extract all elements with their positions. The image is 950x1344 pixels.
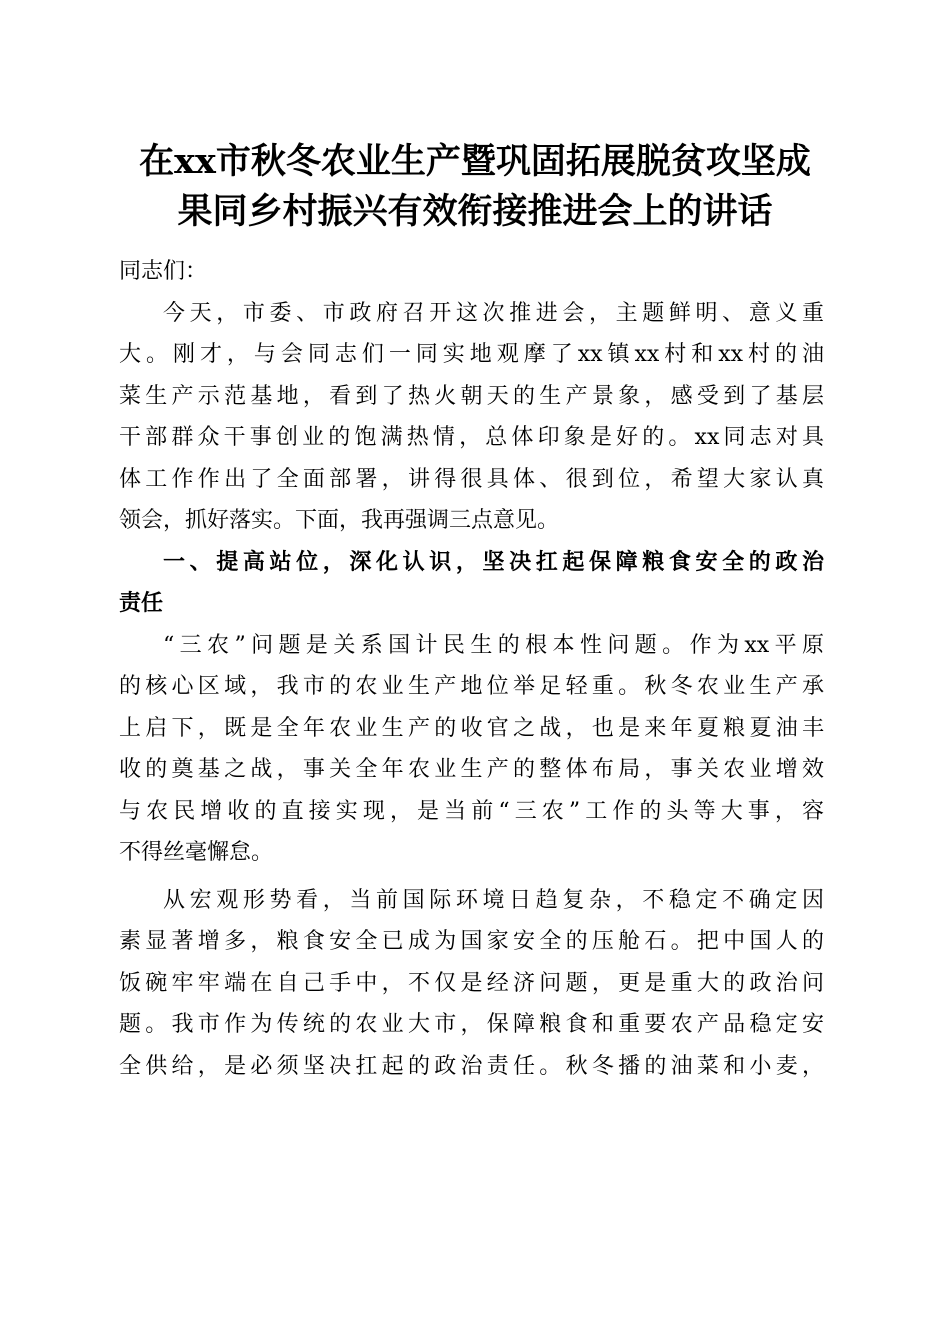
document-title (60, 137, 890, 237)
title-line: 果同乡村振兴有效衔接推进会上的讲话 (177, 191, 773, 232)
text-line: 干部群众干事创业的饱满热情，总体印象是好的。xx同志对具 (119, 425, 824, 450)
text-line: 菜生产示范基地，看到了热火朝天的生产景象，感受到了基层 (119, 383, 824, 409)
paragraph-sannong (119, 625, 824, 874)
text-line: 大。刚才，与会同志们一同实地观摩了xx镇xx村和xx村的油 (119, 342, 824, 367)
text-line: 不得丝毫懈怠。 (119, 840, 274, 865)
text-line: 体工作作出了全面部署，讲得很具体、很到位，希望大家认真 (119, 466, 824, 492)
heading-line: 一、提高站位，深化认识，坚决扛起保障粮食安全的政治 (163, 549, 824, 575)
text-line: 领会，抓好落实。下面，我再强调三点意见。 (119, 508, 560, 533)
document-body (119, 251, 824, 1087)
text-line: 收的奠基之战，事关全年农业生产的整体布局，事关农业增效 (119, 757, 824, 782)
title-line: 在xx市秋冬农业生产暨巩固拓展脱贫攻坚成 (139, 141, 811, 182)
heading-line: 责任 (119, 591, 164, 616)
text-line: 上启下，既是全年农业生产的收官之战，也是来年夏粮夏油丰 (119, 715, 824, 741)
paragraph-intro (119, 293, 824, 542)
text-line: 素显著增多，粮食安全已成为国家安全的压舱石。把中国人的 (119, 929, 824, 954)
text-line: 从宏观形势看，当前国际环境日趋复杂，不稳定不确定因 (163, 887, 824, 913)
text-line: 题。我市作为传统的农业大市，保障粮食和重要农产品稳定安 (119, 1012, 824, 1037)
paragraph-macro (119, 880, 824, 1088)
text-line: 饭碗牢牢端在自己手中，不仅是经济问题，更是重大的政治问 (119, 970, 824, 996)
text-line: 今天，市委、市政府召开这次推进会，主题鲜明、意义重 (163, 300, 824, 326)
salutation: 同志们： (119, 259, 208, 284)
text-line: “三农”问题是关系国计民生的根本性问题。作为xx平原 (163, 632, 824, 658)
text-line: 全供给，是必须坚决扛起的政治责任。秋冬播的油菜和小麦， (119, 1053, 824, 1079)
text-line: 与农民增收的直接实现，是当前“三农”工作的头等大事，容 (119, 798, 824, 824)
text-line: 的核心区域，我市的农业生产地位举足轻重。秋冬农业生产承 (119, 674, 824, 699)
section-heading (119, 542, 824, 625)
